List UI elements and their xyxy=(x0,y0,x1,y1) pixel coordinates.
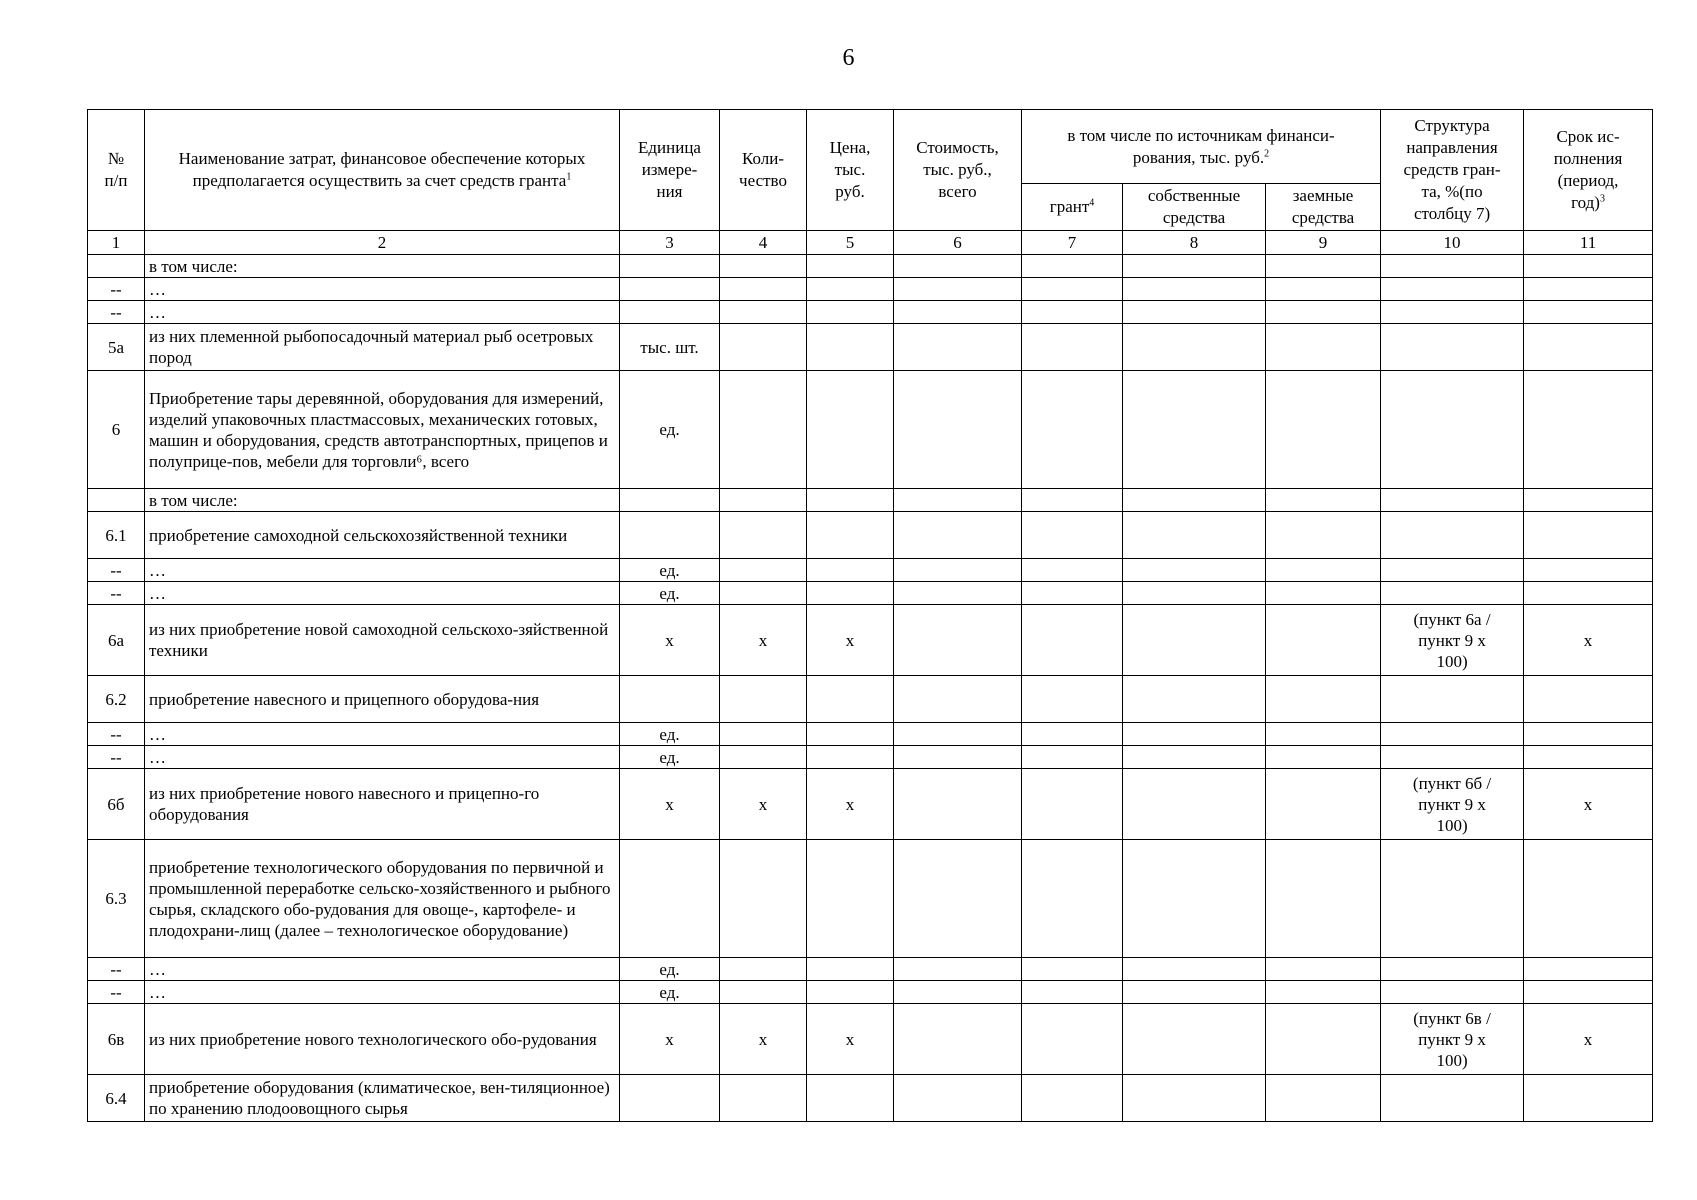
row-quantity xyxy=(720,512,807,559)
row-term: х xyxy=(1524,769,1653,840)
row-loan-funds xyxy=(1266,840,1381,958)
row-quantity xyxy=(720,559,807,582)
row-loan-funds xyxy=(1266,559,1381,582)
row-name: в том числе: xyxy=(145,489,620,512)
col-header-price: Цена, тыс. руб. xyxy=(807,110,894,231)
row-number: -- xyxy=(88,278,145,301)
row-quantity xyxy=(720,676,807,723)
row-structure xyxy=(1381,582,1524,605)
col-header-unit: Единица измере- ния xyxy=(620,110,720,231)
table-row xyxy=(88,676,1653,723)
col-header-structure: Структура направления средств гран- та, %(по столбцу 7) xyxy=(1381,110,1524,231)
row-own-funds xyxy=(1123,1004,1266,1075)
table-row xyxy=(88,605,1653,676)
row-number xyxy=(88,255,145,278)
row-grant xyxy=(1022,582,1123,605)
row-structure xyxy=(1381,301,1524,324)
row-unit xyxy=(620,512,720,559)
row-price xyxy=(807,582,894,605)
row-price xyxy=(807,840,894,958)
row-structure xyxy=(1381,1075,1524,1122)
table-row xyxy=(88,746,1653,769)
row-grant xyxy=(1022,769,1123,840)
row-number: 6 xyxy=(88,371,145,489)
row-term xyxy=(1524,981,1653,1004)
row-loan-funds xyxy=(1266,1004,1381,1075)
table-row xyxy=(88,559,1653,582)
row-structure: (пункт 6а / пункт 9 х 100) xyxy=(1381,605,1524,676)
row-quantity xyxy=(720,255,807,278)
table-row xyxy=(88,324,1653,371)
row-term xyxy=(1524,723,1653,746)
page-number: 6 xyxy=(842,45,855,71)
table-row xyxy=(88,278,1653,301)
row-loan-funds xyxy=(1266,582,1381,605)
row-own-funds xyxy=(1123,676,1266,723)
table-row xyxy=(88,512,1653,559)
row-grant xyxy=(1022,958,1123,981)
row-unit: ед. xyxy=(620,981,720,1004)
row-price xyxy=(807,981,894,1004)
row-term xyxy=(1524,676,1653,723)
row-grant xyxy=(1022,981,1123,1004)
row-structure xyxy=(1381,559,1524,582)
row-grant xyxy=(1022,746,1123,769)
row-price xyxy=(807,278,894,301)
row-structure xyxy=(1381,512,1524,559)
row-structure xyxy=(1381,676,1524,723)
row-number: 6.3 xyxy=(88,840,145,958)
row-own-funds xyxy=(1123,489,1266,512)
row-own-funds xyxy=(1123,324,1266,371)
row-price: х xyxy=(807,769,894,840)
row-price xyxy=(807,324,894,371)
row-own-funds xyxy=(1123,605,1266,676)
row-structure xyxy=(1381,840,1524,958)
table-row xyxy=(88,958,1653,981)
row-own-funds xyxy=(1123,958,1266,981)
row-quantity xyxy=(720,371,807,489)
row-unit: ед. xyxy=(620,958,720,981)
row-loan-funds xyxy=(1266,746,1381,769)
row-name: из них племенной рыбопосадочный материал рыб осетровых пород xyxy=(145,324,620,371)
row-price xyxy=(807,489,894,512)
row-unit xyxy=(620,676,720,723)
row-loan-funds xyxy=(1266,512,1381,559)
row-quantity xyxy=(720,301,807,324)
row-structure xyxy=(1381,278,1524,301)
row-unit: ед. xyxy=(620,723,720,746)
col-header-sources: в том числе по источникам финанси- рования, тыс. руб.$^2$ xyxy=(1022,110,1381,184)
row-unit xyxy=(620,255,720,278)
row-structure xyxy=(1381,255,1524,278)
row-term xyxy=(1524,371,1653,489)
row-quantity: х xyxy=(720,605,807,676)
row-price xyxy=(807,958,894,981)
row-structure xyxy=(1381,723,1524,746)
row-price xyxy=(807,1075,894,1122)
table-row xyxy=(88,301,1653,324)
row-term xyxy=(1524,324,1653,371)
table-row xyxy=(88,840,1653,958)
column-number-row xyxy=(88,231,1653,255)
row-own-funds xyxy=(1123,1075,1266,1122)
row-grant xyxy=(1022,301,1123,324)
row-cost xyxy=(894,746,1022,769)
row-loan-funds xyxy=(1266,769,1381,840)
row-cost xyxy=(894,301,1022,324)
row-quantity xyxy=(720,489,807,512)
row-grant xyxy=(1022,676,1123,723)
row-term xyxy=(1524,958,1653,981)
row-structure xyxy=(1381,746,1524,769)
grant-expenditure-table xyxy=(87,109,1653,1122)
row-own-funds xyxy=(1123,278,1266,301)
row-name: … xyxy=(145,582,620,605)
row-price: х xyxy=(807,1004,894,1075)
row-number: 6.1 xyxy=(88,512,145,559)
row-loan-funds xyxy=(1266,1075,1381,1122)
row-quantity xyxy=(720,840,807,958)
column-number: 5 xyxy=(807,231,894,255)
row-number xyxy=(88,489,145,512)
row-grant xyxy=(1022,371,1123,489)
row-number: -- xyxy=(88,746,145,769)
row-term xyxy=(1524,559,1653,582)
row-structure xyxy=(1381,324,1524,371)
row-unit xyxy=(620,489,720,512)
table-row xyxy=(88,1075,1653,1122)
row-cost xyxy=(894,512,1022,559)
row-name: в том числе: xyxy=(145,255,620,278)
row-quantity xyxy=(720,958,807,981)
row-unit: х xyxy=(620,769,720,840)
column-number: 3 xyxy=(620,231,720,255)
table-row xyxy=(88,582,1653,605)
row-loan-funds xyxy=(1266,301,1381,324)
row-term xyxy=(1524,255,1653,278)
row-own-funds xyxy=(1123,746,1266,769)
row-number: 6б xyxy=(88,769,145,840)
row-term xyxy=(1524,489,1653,512)
row-grant xyxy=(1022,605,1123,676)
row-name: из них приобретение нового навесного и прицепно-го оборудования xyxy=(145,769,620,840)
row-price xyxy=(807,746,894,769)
row-grant xyxy=(1022,512,1123,559)
row-structure xyxy=(1381,981,1524,1004)
row-cost xyxy=(894,840,1022,958)
row-unit xyxy=(620,278,720,301)
row-quantity: х xyxy=(720,1004,807,1075)
row-price xyxy=(807,301,894,324)
row-name: … xyxy=(145,301,620,324)
table-row xyxy=(88,371,1653,489)
col-header-quantity: Коли- чество xyxy=(720,110,807,231)
row-own-funds xyxy=(1123,582,1266,605)
row-structure xyxy=(1381,958,1524,981)
row-cost xyxy=(894,958,1022,981)
row-name: … xyxy=(145,746,620,769)
row-quantity xyxy=(720,278,807,301)
row-grant xyxy=(1022,1004,1123,1075)
row-cost xyxy=(894,723,1022,746)
col-header-number: № п/п xyxy=(88,110,145,231)
row-name: из них приобретение новой самоходной сельскохо-зяйственной техники xyxy=(145,605,620,676)
row-term xyxy=(1524,1075,1653,1122)
row-name: приобретение оборудования (климатическое, вен-тиляционное) по хранению плодоовощного сырья xyxy=(145,1075,620,1122)
row-grant xyxy=(1022,559,1123,582)
row-name: приобретение навесного и прицепного оборудова-ния xyxy=(145,676,620,723)
column-number: 6 xyxy=(894,231,1022,255)
row-price xyxy=(807,512,894,559)
row-term xyxy=(1524,278,1653,301)
column-number: 8 xyxy=(1123,231,1266,255)
col-header-name: Наименование затрат, финансовое обеспечение которых предполагается осуществить за счет средств гранта$^1$ xyxy=(145,110,620,231)
row-own-funds xyxy=(1123,301,1266,324)
table-row xyxy=(88,1004,1653,1075)
row-own-funds xyxy=(1123,512,1266,559)
table-row xyxy=(88,489,1653,512)
col-header-loan-funds: заемные средства xyxy=(1266,184,1381,231)
row-name: Приобретение тары деревянной, оборудования для измерений, изделий упаковочных пластмассовых, механических готовых, машин и оборудования, средств автотранспортных, прицепов и полуприце-пов, мебели для торговли⁶, всего xyxy=(145,371,620,489)
row-unit: тыс. шт. xyxy=(620,324,720,371)
row-structure xyxy=(1381,371,1524,489)
row-grant xyxy=(1022,489,1123,512)
row-cost xyxy=(894,981,1022,1004)
row-number: 5а xyxy=(88,324,145,371)
row-loan-funds xyxy=(1266,255,1381,278)
row-quantity: х xyxy=(720,769,807,840)
row-number: -- xyxy=(88,981,145,1004)
row-loan-funds xyxy=(1266,958,1381,981)
table-row xyxy=(88,981,1653,1004)
row-price xyxy=(807,559,894,582)
row-cost xyxy=(894,255,1022,278)
row-cost xyxy=(894,324,1022,371)
row-price xyxy=(807,255,894,278)
row-term xyxy=(1524,301,1653,324)
row-cost xyxy=(894,605,1022,676)
row-quantity xyxy=(720,723,807,746)
row-number: 6.2 xyxy=(88,676,145,723)
row-cost xyxy=(894,676,1022,723)
row-loan-funds xyxy=(1266,605,1381,676)
row-own-funds xyxy=(1123,255,1266,278)
row-cost xyxy=(894,1075,1022,1122)
row-grant xyxy=(1022,278,1123,301)
row-term: х xyxy=(1524,605,1653,676)
row-number: 6а xyxy=(88,605,145,676)
row-loan-funds xyxy=(1266,981,1381,1004)
row-unit: ед. xyxy=(620,559,720,582)
col-header-cost: Стоимость, тыс. руб., всего xyxy=(894,110,1022,231)
row-price xyxy=(807,371,894,489)
row-grant xyxy=(1022,324,1123,371)
row-name: приобретение технологического оборудования по первичной и промышленной переработке сельско-хозяйственного и рыбного сырья, складского обо-рудования для овоще-, картофеле- и плодохрани-лищ (далее – технологическое оборудование) xyxy=(145,840,620,958)
row-number: -- xyxy=(88,301,145,324)
row-unit xyxy=(620,301,720,324)
row-number: -- xyxy=(88,723,145,746)
row-unit: ед. xyxy=(620,582,720,605)
column-number: 4 xyxy=(720,231,807,255)
column-number: 11 xyxy=(1524,231,1653,255)
row-cost xyxy=(894,489,1022,512)
row-cost xyxy=(894,582,1022,605)
row-structure: (пункт 6б / пункт 9 х 100) xyxy=(1381,769,1524,840)
header-row-top xyxy=(88,110,1653,184)
row-unit xyxy=(620,840,720,958)
row-term xyxy=(1524,840,1653,958)
row-unit xyxy=(620,1075,720,1122)
col-header-own-funds: собственные средства xyxy=(1123,184,1266,231)
row-name: … xyxy=(145,559,620,582)
table-row xyxy=(88,769,1653,840)
row-loan-funds xyxy=(1266,278,1381,301)
row-own-funds xyxy=(1123,840,1266,958)
row-term xyxy=(1524,582,1653,605)
row-term xyxy=(1524,746,1653,769)
row-number: 6.4 xyxy=(88,1075,145,1122)
row-quantity xyxy=(720,1075,807,1122)
col-header-grant: грант$^4$ xyxy=(1022,184,1123,231)
row-cost xyxy=(894,1004,1022,1075)
row-loan-funds xyxy=(1266,489,1381,512)
row-name: … xyxy=(145,723,620,746)
row-grant xyxy=(1022,255,1123,278)
row-name: … xyxy=(145,278,620,301)
row-own-funds xyxy=(1123,981,1266,1004)
row-unit: ед. xyxy=(620,371,720,489)
row-cost xyxy=(894,769,1022,840)
row-own-funds xyxy=(1123,559,1266,582)
row-own-funds xyxy=(1123,769,1266,840)
col-header-term: Срок ис- полнения (период, год)$^3$ xyxy=(1524,110,1653,231)
row-number: -- xyxy=(88,559,145,582)
column-number: 10 xyxy=(1381,231,1524,255)
row-own-funds xyxy=(1123,371,1266,489)
row-loan-funds xyxy=(1266,371,1381,489)
row-quantity xyxy=(720,981,807,1004)
row-structure: (пункт 6в / пункт 9 х 100) xyxy=(1381,1004,1524,1075)
row-price xyxy=(807,723,894,746)
row-price: х xyxy=(807,605,894,676)
row-name: … xyxy=(145,981,620,1004)
row-term: х xyxy=(1524,1004,1653,1075)
row-number: -- xyxy=(88,958,145,981)
row-loan-funds xyxy=(1266,324,1381,371)
row-term xyxy=(1524,512,1653,559)
column-number: 2 xyxy=(145,231,620,255)
row-name: … xyxy=(145,958,620,981)
row-loan-funds xyxy=(1266,723,1381,746)
row-unit: х xyxy=(620,605,720,676)
column-number: 7 xyxy=(1022,231,1123,255)
row-loan-funds xyxy=(1266,676,1381,723)
row-structure xyxy=(1381,489,1524,512)
row-cost xyxy=(894,559,1022,582)
row-unit: х xyxy=(620,1004,720,1075)
row-unit: ед. xyxy=(620,746,720,769)
row-grant xyxy=(1022,1075,1123,1122)
row-name: из них приобретение нового технологического обо-рудования xyxy=(145,1004,620,1075)
row-own-funds xyxy=(1123,723,1266,746)
row-grant xyxy=(1022,840,1123,958)
row-name: приобретение самоходной сельскохозяйственной техники xyxy=(145,512,620,559)
table-body xyxy=(88,255,1653,1122)
row-cost xyxy=(894,278,1022,301)
row-quantity xyxy=(720,746,807,769)
row-grant xyxy=(1022,723,1123,746)
row-quantity xyxy=(720,324,807,371)
table-row xyxy=(88,255,1653,278)
row-number: 6в xyxy=(88,1004,145,1075)
column-number: 1 xyxy=(88,231,145,255)
row-price xyxy=(807,676,894,723)
table-row xyxy=(88,723,1653,746)
row-number: -- xyxy=(88,582,145,605)
row-cost xyxy=(894,371,1022,489)
column-number: 9 xyxy=(1266,231,1381,255)
row-quantity xyxy=(720,582,807,605)
